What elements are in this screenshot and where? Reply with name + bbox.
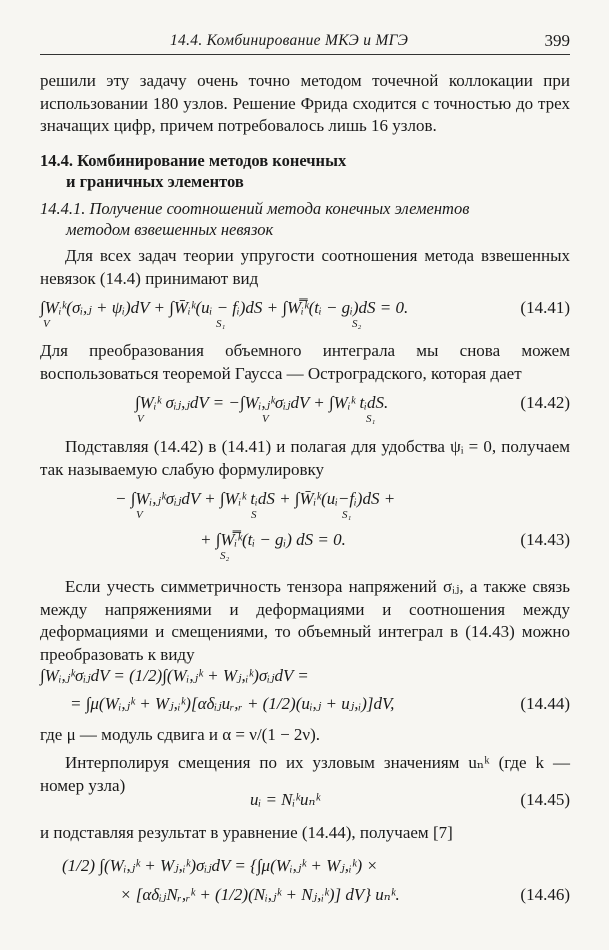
- equation-14-45: [40, 790, 570, 816]
- equation-14-44-line1: [40, 666, 570, 692]
- equation-14-43-line2-body: + ∫W̿ᵢᵏ(tᵢ − gᵢ) dS = 0.: [200, 530, 346, 549]
- subsection-heading-line1: 14.4.1. Получение соотношений метода конечных элементов: [40, 199, 470, 218]
- equation-14-46-line1-body: (1/2) ∫(Wᵢ,ⱼᵏ + Wⱼ,ᵢᵏ)σᵢⱼdV = {∫μ(Wᵢ,ⱼᵏ + Wⱼ,ᵢᵏ) ×: [62, 856, 378, 875]
- equation-14-43-number: (14.43): [520, 530, 570, 549]
- section-heading: [40, 150, 346, 192]
- section-heading-line2: и граничных элементов: [66, 172, 244, 191]
- limit-S: S: [251, 509, 257, 521]
- equation-14-44-line2: [40, 694, 570, 720]
- equation-14-41-body: ∫Wᵢᵏ(σᵢ,ⱼ + ψᵢ)dV + ∫W̄ᵢᵏ(uᵢ − fᵢ)dS + ∫W̿ᵢᵏ(tᵢ − gᵢ)dS = 0.: [40, 298, 409, 317]
- limit-S1: S₁: [342, 509, 352, 521]
- page-header: [40, 30, 570, 55]
- equation-14-46-line2-body: × [αδᵢⱼNᵣ,ᵣᵏ + (1/2)(Nᵢ,ⱼᵏ + Nⱼ,ᵢᵏ)] dV} uₙᵏ.: [120, 885, 400, 904]
- limit-S2: S₂: [352, 318, 362, 330]
- equation-14-43-line2: [40, 530, 570, 566]
- limit-V: V: [43, 318, 50, 330]
- equation-14-44-line2-body: = ∫μ(Wᵢ,ⱼᵏ + Wⱼ,ᵢᵏ)[αδᵢⱼuᵣ,ᵣ + (1/2)(uᵢ,ⱼ + uⱼ,ᵢ)]dV,: [70, 694, 395, 713]
- paragraph-weighted-residual: Для всех задач теории упругости соотношения метода взвешенных невязок (14.4) принимают вид: [40, 246, 570, 288]
- subsection-heading: [40, 198, 469, 240]
- equation-14-42: [40, 393, 570, 429]
- paragraph-symmetry: Если учесть симметричность тензора напряжений σᵢⱼ, а также связь между напряжениями и деформациями и соотношения между деформациями и смещениями, то объемный интеграл в (14.43) можно преобразовать к виду: [40, 577, 570, 664]
- limit-S1: S₁: [366, 413, 376, 425]
- paragraph-substituting: Подставляя (14.42) в (14.41) и полагая для удобства ψᵢ = 0, получаем так называемую слабую формулировку: [40, 437, 570, 479]
- equation-14-44-line1-body: ∫Wᵢ,ⱼᵏσᵢⱼdV = (1/2)∫(Wᵢ,ⱼᵏ + Wⱼ,ᵢᵏ)σᵢⱼdV =: [40, 666, 309, 685]
- limit-S1: S₁: [216, 318, 226, 330]
- section-heading-line1: 14.4. Комбинирование методов конечных: [40, 151, 347, 170]
- subsection-heading-line2: методом взвешенных невязок: [66, 220, 274, 239]
- paragraph-where-mu: где μ — модуль сдвига и α = ν/(1 − 2ν).: [40, 725, 321, 744]
- equation-14-42-body: ∫Wᵢᵏ σᵢⱼ,ⱼdV = −∫Wᵢ,ⱼᵏσᵢⱼdV + ∫Wᵢᵏ tᵢdS.: [135, 393, 389, 412]
- equation-14-41: [40, 298, 570, 334]
- equation-14-44-number: (14.44): [520, 694, 570, 713]
- equation-14-45-body: uᵢ = Nᵢᵏuₙᵏ: [250, 790, 321, 809]
- limit-V: V: [262, 413, 269, 425]
- limit-V: V: [137, 413, 144, 425]
- page-number: 399: [544, 31, 570, 50]
- equation-14-46-line1: [40, 856, 570, 882]
- limit-V: V: [136, 509, 143, 521]
- equation-14-45-number: (14.45): [520, 790, 570, 809]
- equation-14-46-number: (14.46): [520, 885, 570, 904]
- paragraph-interpolating: Интерполируя смещения по их узловым значениям uₙᵏ (где k — номер узла): [40, 753, 570, 795]
- paragraph-result: и подставляя результат в уравнение (14.44), получаем [7]: [40, 823, 453, 842]
- paragraph-volume-integral: Для преобразования объемного интеграла мы снова можем воспользоваться теоремой Гаусса — Остроградского, которая дает: [40, 341, 570, 383]
- equation-14-41-number: (14.41): [520, 298, 570, 317]
- equation-14-42-number: (14.42): [520, 393, 570, 412]
- equation-14-43-line1-body: − ∫Wᵢ,ⱼᵏσᵢⱼdV + ∫Wᵢᵏ tᵢdS + ∫W̄ᵢᵏ(uᵢ−fᵢ)dS +: [115, 489, 396, 508]
- equation-14-46-line2: [40, 885, 570, 911]
- limit-S2: S₂: [220, 550, 230, 562]
- paragraph-intro: решили эту задачу очень точно методом точечной коллокации при использовании 180 узлов. Решение Фрида сходится с точностью до трех значащих цифр, причем потребовалось лишь 16 узлов.: [40, 71, 570, 135]
- running-title: 14.4. Комбинирование МКЭ и МГЭ: [170, 32, 409, 49]
- equation-14-43-line1: [40, 489, 570, 525]
